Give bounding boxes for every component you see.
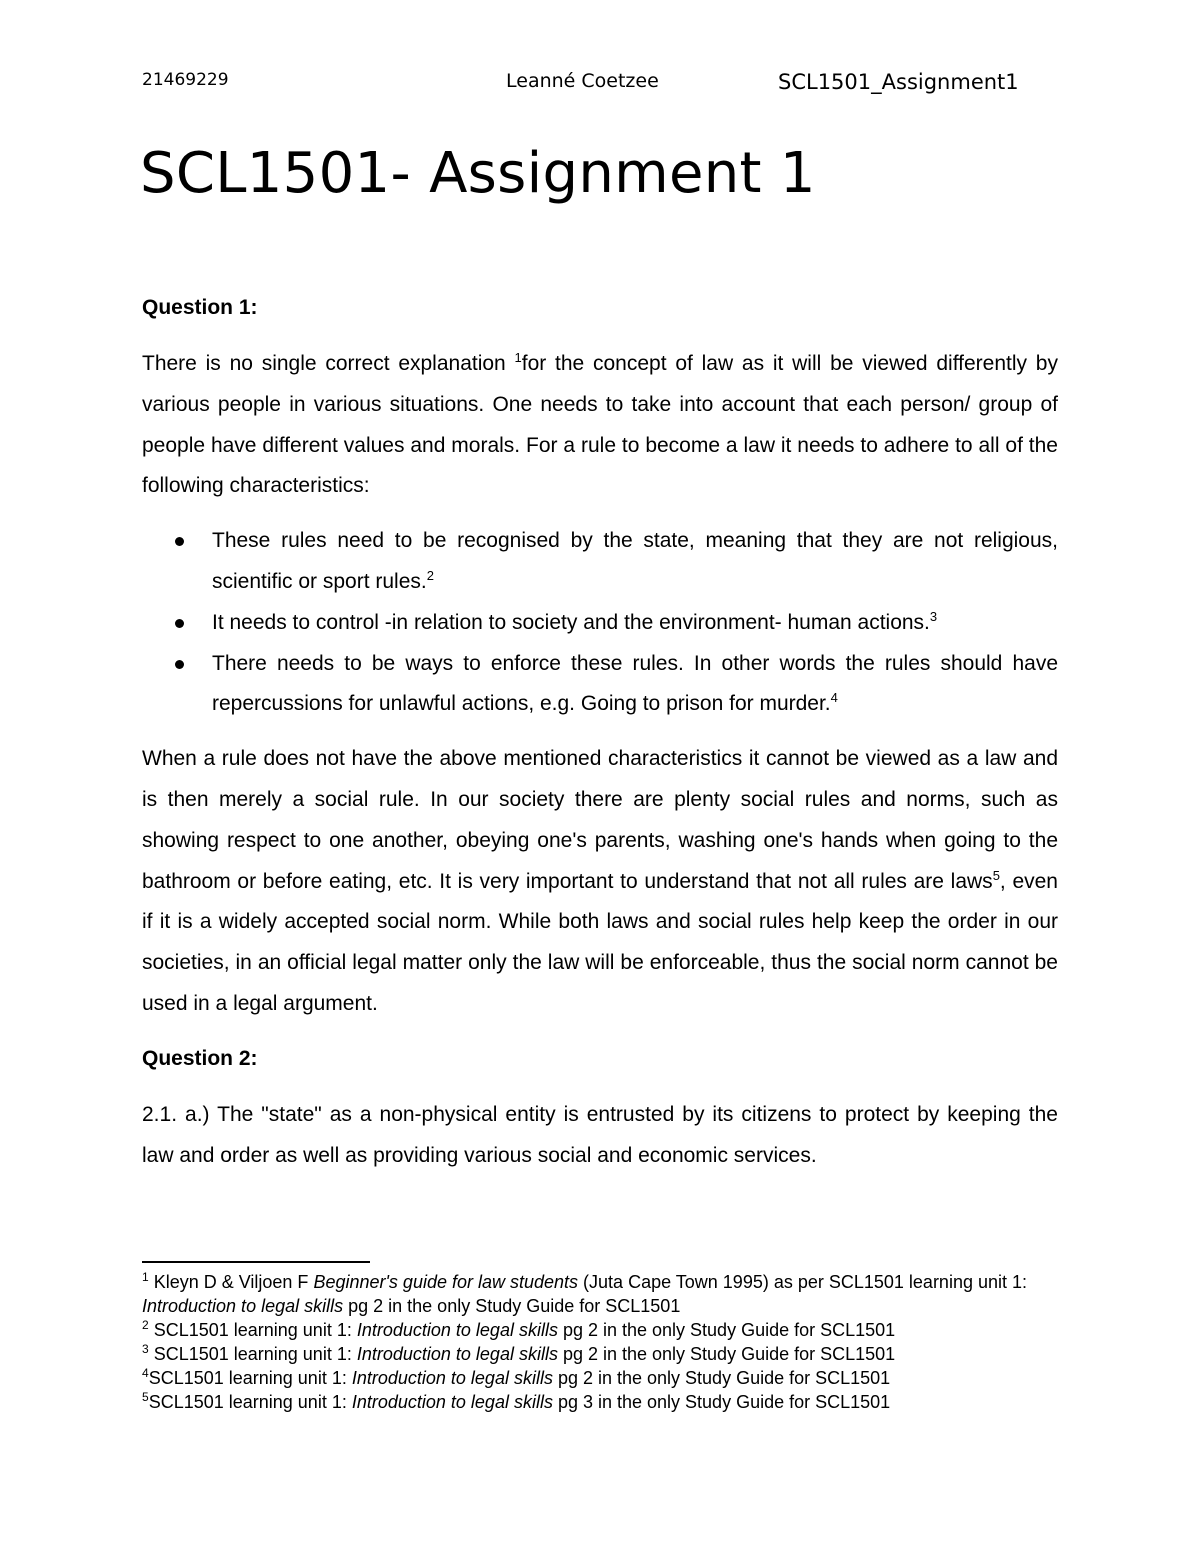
question-1-heading: Question 1: xyxy=(142,296,258,319)
footnote-1 xyxy=(142,1270,1058,1318)
list-item-text: It needs to control -in relation to society and the environment- human actions. xyxy=(212,610,930,634)
question-2-paragraph: 2.1. a.) The "state" as a non-physical entity is entrusted by its citizens to protect by keeping the law and order as well as providing various social and economic services. xyxy=(142,1102,1058,1167)
footnote-book-title: Beginner's guide for law students xyxy=(313,1272,579,1292)
footnote-separator xyxy=(142,1261,370,1263)
footnote-ref-3: 3 xyxy=(929,608,938,624)
page-header xyxy=(142,70,1058,100)
footnote-number: 5 xyxy=(142,1390,149,1404)
document-code: SCL1501_Assignment1 xyxy=(778,70,1019,94)
footnote-text: pg 2 in the only Study Guide for SCL1501 xyxy=(552,1368,891,1388)
document-body xyxy=(142,288,1058,1190)
footnote-ref-4: 4 xyxy=(830,690,838,706)
characteristics-list xyxy=(142,521,1058,725)
footnote-number: 3 xyxy=(142,1342,149,1356)
footnote-ref-1: 1 xyxy=(514,350,522,365)
footnote-4 xyxy=(142,1366,1058,1390)
intro-text-end: for the concept of law as it will be viewed differently by various people in various situations. One needs to take into account that each person/ group of people have different values and morals. For a rule to become a law it needs to adhere to all of the following characteristics: xyxy=(142,352,1058,498)
question-1-intro-paragraph xyxy=(142,344,1058,507)
footnote-number: 1 xyxy=(142,1270,149,1284)
footnote-unit-title: Introduction to legal skills xyxy=(351,1392,553,1412)
footnotes xyxy=(142,1270,1058,1414)
footnote-text: Kleyn D & Viljoen F xyxy=(148,1272,314,1292)
footnote-ref-5: 5 xyxy=(992,867,1000,883)
footnote-text: SCL1501 learning unit 1: xyxy=(148,1392,352,1412)
footnote-number: 2 xyxy=(142,1318,149,1332)
para2-text-start: When a rule does not have the above mentioned characteristics it cannot be viewed as a law and is then merely a social rule. In our society there are plenty social rules and norms, such as showing respect to one another, obeying one's parents, washing one's hands when going to the bathroom or before eating, etc. It is very important to understand that not all rules are laws xyxy=(142,747,1058,893)
footnote-5 xyxy=(142,1390,1058,1414)
student-number: 21469229 xyxy=(142,70,229,90)
footnote-text: pg 3 in the only Study Guide for SCL1501 xyxy=(552,1392,891,1412)
footnote-text: SCL1501 learning unit 1: xyxy=(148,1344,357,1364)
student-name: Leanné Coetzee xyxy=(506,70,659,92)
intro-text-start: There is no single correct explanation xyxy=(142,352,515,375)
footnote-text: pg 2 in the only Study Guide for SCL1501 xyxy=(557,1344,896,1364)
footnote-3 xyxy=(142,1342,1058,1366)
footnote-ref-2: 2 xyxy=(426,567,434,583)
para2-text-end: , even if it is a widely accepted social norm. While both laws and social rules help keep the order in our societies, in an official legal matter only the law will be enforceable, thus the social norm cannot be used in a legal argument. xyxy=(142,869,1058,1015)
question-1-social-rules-paragraph xyxy=(142,739,1058,1025)
footnote-number: 4 xyxy=(142,1366,149,1380)
list-item xyxy=(212,644,1058,726)
list-item-text: There needs to be ways to enforce these rules. In other words the rules should have repercussions for unlawful actions, e.g. Going to prison for murder. xyxy=(212,651,1058,716)
footnote-2 xyxy=(142,1318,1058,1342)
footnote-text: pg 2 in the only Study Guide for SCL1501 xyxy=(557,1320,896,1340)
footnote-text: pg 2 in the only Study Guide for SCL1501 xyxy=(343,1296,681,1316)
question-2-heading: Question 2: xyxy=(142,1046,258,1070)
footnote-text: (Juta Cape Town 1995) as per SCL1501 learning unit 1: xyxy=(578,1272,1028,1292)
page-title: SCL1501- Assignment 1 xyxy=(140,141,816,206)
footnote-unit-title: Introduction to legal skills xyxy=(356,1344,558,1364)
footnote-unit-title: Introduction to legal skills xyxy=(356,1320,558,1340)
list-item-text: These rules need to be recognised by the state, meaning that they are not religious, scientific or sport rules. xyxy=(212,529,1058,593)
footnote-unit-title: Introduction to legal skills xyxy=(351,1368,553,1388)
footnote-unit-title: Introduction to legal skills xyxy=(142,1296,344,1316)
footnote-text: SCL1501 learning unit 1: xyxy=(148,1320,357,1340)
list-item xyxy=(212,521,1058,603)
footnote-text: SCL1501 learning unit 1: xyxy=(148,1368,352,1388)
list-item xyxy=(212,603,1058,644)
